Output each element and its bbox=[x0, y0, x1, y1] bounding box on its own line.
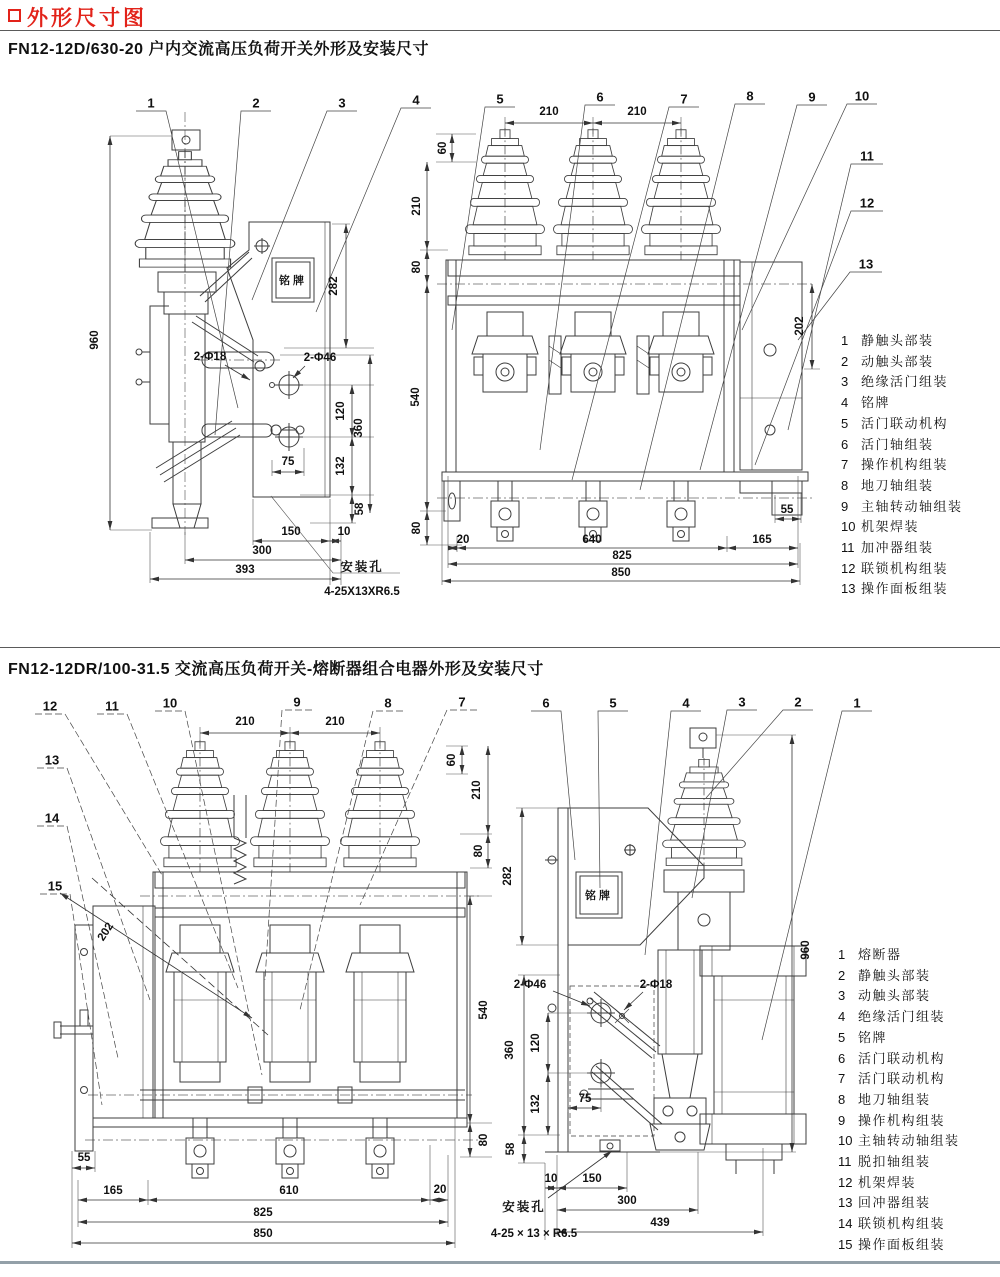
part-name: 加冲器组装 bbox=[861, 540, 934, 556]
parts-list-item bbox=[838, 1111, 960, 1132]
page-title: 外形尺寸图 bbox=[27, 7, 147, 30]
part-number: 8 bbox=[841, 477, 849, 493]
parts-list-item bbox=[841, 352, 963, 373]
part-number: 6 bbox=[841, 436, 849, 452]
parts-list-item bbox=[838, 1007, 960, 1028]
part-number: 2 bbox=[841, 353, 849, 369]
part-name: 机架焊装 bbox=[858, 1174, 917, 1190]
dim-label: 282 bbox=[328, 276, 340, 296]
parts-list-item bbox=[841, 497, 963, 518]
dim-label: 850 bbox=[253, 1228, 273, 1240]
dim-label: 202 bbox=[95, 920, 117, 944]
mount-hole-spec: 4-25X13XR6.5 bbox=[324, 586, 400, 598]
parts-list-item bbox=[841, 414, 963, 435]
part-number: 4 bbox=[838, 1009, 846, 1025]
parts-list-item bbox=[838, 1028, 960, 1049]
parts-list-item bbox=[838, 986, 960, 1007]
parts-list-item bbox=[838, 966, 960, 987]
parts-list-1 bbox=[841, 331, 963, 600]
part-number: 13 bbox=[838, 1195, 853, 1211]
dim-label: 58 bbox=[505, 1142, 517, 1156]
dim-label: 20 bbox=[456, 534, 470, 546]
parts-list-item bbox=[838, 1193, 960, 1214]
callout-number: 10 bbox=[854, 88, 870, 104]
dim-label: 120 bbox=[335, 401, 347, 421]
nameplate-text: 铭牌 bbox=[279, 275, 307, 287]
dim-label: 60 bbox=[437, 141, 449, 155]
dim-label: 150 bbox=[582, 1173, 602, 1185]
part-name: 联锁机构组装 bbox=[861, 560, 949, 576]
dim-label: 2-Φ46 bbox=[513, 979, 547, 991]
callout-number: 2 bbox=[252, 95, 260, 111]
dim-label: 393 bbox=[235, 564, 255, 576]
part-name: 联锁机构组装 bbox=[858, 1216, 946, 1232]
callout-number: 5 bbox=[496, 91, 504, 107]
callout-number: 6 bbox=[596, 89, 604, 105]
part-name: 主轴转动轴组装 bbox=[861, 498, 963, 514]
parts-list-item bbox=[838, 1049, 960, 1070]
callout-number: 11 bbox=[860, 148, 874, 164]
dim-label: 2-Φ18 bbox=[193, 351, 227, 363]
callout-number: 1 bbox=[853, 695, 861, 711]
parts-list-item bbox=[841, 517, 963, 538]
section1-heading: FN12-12D/630-20 户内交流高压负荷开关外形及安装尺寸 bbox=[8, 41, 430, 58]
part-number: 14 bbox=[838, 1216, 853, 1232]
part-name: 动触头部装 bbox=[858, 988, 931, 1004]
mount-hole-spec: 4-25 × 13 × R6.5 bbox=[490, 1228, 578, 1240]
dim-label: 439 bbox=[650, 1217, 670, 1229]
parts-list-item bbox=[841, 579, 963, 600]
dim-label: 55 bbox=[77, 1152, 91, 1164]
dim-label: 210 bbox=[539, 106, 559, 118]
callout-number: 13 bbox=[44, 752, 60, 768]
part-name: 操作机构组装 bbox=[861, 457, 949, 473]
dim-label: 165 bbox=[752, 534, 772, 546]
part-number: 11 bbox=[838, 1154, 852, 1170]
dim-label: 202 bbox=[794, 316, 806, 336]
dim-label: 75 bbox=[578, 1093, 592, 1105]
dim-label: 640 bbox=[582, 534, 602, 546]
dim-label: 10 bbox=[544, 1173, 558, 1185]
part-name: 绝缘活门组装 bbox=[858, 1009, 946, 1025]
part-name: 静触头部装 bbox=[858, 967, 931, 983]
dim-label: 610 bbox=[279, 1185, 299, 1197]
dim-label: 540 bbox=[478, 1000, 490, 1020]
nameplate-text: 铭牌 bbox=[585, 890, 613, 902]
dim-label: 58 bbox=[354, 502, 366, 516]
dimension-lines bbox=[60, 123, 812, 1243]
callout-number: 14 bbox=[44, 810, 60, 826]
dim-label: 300 bbox=[617, 1195, 637, 1207]
dim-label: 360 bbox=[504, 1040, 516, 1060]
part-name: 铭牌 bbox=[861, 395, 891, 411]
callout-number: 12 bbox=[859, 195, 875, 211]
callout-number: 4 bbox=[412, 92, 420, 108]
parts-list-item bbox=[838, 945, 960, 966]
parts-list-item bbox=[841, 372, 963, 393]
parts-list-item bbox=[838, 1152, 960, 1173]
callout-number: 13 bbox=[858, 256, 874, 272]
dim-label: 960 bbox=[89, 330, 101, 350]
part-name: 铭牌 bbox=[858, 1029, 888, 1045]
part-name: 地刀轴组装 bbox=[861, 477, 934, 493]
callout-number: 8 bbox=[746, 88, 754, 104]
callout-number: 9 bbox=[808, 89, 816, 105]
callout-number: 11 bbox=[105, 698, 119, 714]
part-number: 15 bbox=[838, 1236, 853, 1252]
part-number: 1 bbox=[838, 947, 846, 962]
callout-number: 6 bbox=[542, 695, 550, 711]
dim-label: 282 bbox=[502, 866, 514, 886]
dim-label: 210 bbox=[325, 716, 345, 728]
callout-number: 4 bbox=[682, 695, 690, 711]
part-name: 活门联动机构 bbox=[858, 1050, 946, 1066]
dim-label: 210 bbox=[627, 106, 647, 118]
parts-list-item bbox=[838, 1173, 960, 1194]
part-number: 11 bbox=[841, 540, 855, 556]
part-name: 地刀轴组装 bbox=[858, 1091, 931, 1107]
part-number: 12 bbox=[841, 560, 856, 576]
dim-label: 80 bbox=[473, 844, 485, 858]
parts-list-item bbox=[838, 1235, 960, 1256]
parts-list-item bbox=[838, 1131, 960, 1152]
callout-number: 3 bbox=[738, 694, 746, 710]
dim-label: 80 bbox=[411, 521, 423, 535]
part-number: 9 bbox=[838, 1112, 846, 1128]
part-number: 7 bbox=[841, 457, 849, 473]
dim-label: 540 bbox=[410, 387, 422, 407]
dim-label: 825 bbox=[253, 1207, 273, 1219]
callout-number: 9 bbox=[293, 694, 301, 710]
dim-label: 210 bbox=[235, 716, 255, 728]
part-number: 13 bbox=[841, 581, 856, 597]
dim-label: 300 bbox=[252, 545, 272, 557]
callout-number: 1 bbox=[147, 95, 155, 111]
parts-list-2 bbox=[838, 945, 960, 1256]
part-number: 5 bbox=[838, 1029, 846, 1045]
part-name: 熔断器 bbox=[858, 947, 902, 962]
callout-number: 7 bbox=[680, 91, 688, 107]
s2-front-view bbox=[54, 740, 467, 1178]
parts-list-item bbox=[841, 331, 963, 352]
parts-list-item bbox=[841, 393, 963, 414]
dim-label: 2-Φ18 bbox=[639, 979, 673, 991]
parts-list-item bbox=[841, 538, 963, 559]
callout-number: 12 bbox=[42, 698, 58, 714]
dim-label: 120 bbox=[530, 1033, 542, 1053]
parts-list-item bbox=[838, 1214, 960, 1235]
part-number: 10 bbox=[838, 1133, 853, 1149]
part-number: 9 bbox=[841, 498, 849, 514]
part-name: 机架焊装 bbox=[861, 519, 920, 535]
dim-label: 2-Φ46 bbox=[303, 352, 337, 364]
part-name: 操作面板组装 bbox=[861, 581, 949, 597]
dim-label: 75 bbox=[281, 456, 295, 468]
part-number: 10 bbox=[841, 519, 856, 535]
part-name: 回冲器组装 bbox=[858, 1195, 931, 1211]
parts-list-item bbox=[838, 1090, 960, 1111]
s2-side-view bbox=[545, 728, 806, 1174]
part-name: 活门联动机构 bbox=[858, 1071, 946, 1087]
part-number: 1 bbox=[841, 333, 849, 348]
part-number: 2 bbox=[838, 967, 846, 983]
callout-number: 7 bbox=[458, 694, 466, 710]
dim-label: 80 bbox=[478, 1133, 490, 1147]
dim-label: 20 bbox=[433, 1184, 447, 1196]
part-name: 动触头部装 bbox=[861, 353, 934, 369]
mount-hole-label: 安装孔 bbox=[502, 1200, 546, 1214]
parts-list-item bbox=[841, 559, 963, 580]
part-name: 脱扣轴组装 bbox=[858, 1154, 931, 1170]
dim-label: 150 bbox=[281, 526, 301, 538]
dim-label: 210 bbox=[471, 780, 483, 800]
dim-label: 825 bbox=[612, 550, 632, 562]
mount-hole-label: 安装孔 bbox=[340, 560, 384, 574]
dim-label: 850 bbox=[611, 567, 631, 579]
dim-label: 360 bbox=[353, 418, 365, 438]
section2-heading: FN12-12DR/100-31.5 交流高压负荷开关-熔断器组合电器外形及安装尺寸 bbox=[8, 661, 544, 678]
dim-label: 210 bbox=[411, 196, 423, 216]
callout-number: 8 bbox=[384, 695, 392, 711]
dim-label: 165 bbox=[103, 1185, 123, 1197]
parts-list-item bbox=[841, 435, 963, 456]
parts-list-item bbox=[841, 455, 963, 476]
dim-label: 132 bbox=[530, 1094, 542, 1114]
part-name: 活门联动机构 bbox=[861, 415, 949, 431]
dim-label: 132 bbox=[335, 456, 347, 476]
part-name: 操作机构组装 bbox=[858, 1112, 946, 1128]
callout-leaders bbox=[35, 104, 883, 1105]
part-number: 3 bbox=[838, 988, 846, 1004]
s1-side-view bbox=[135, 130, 330, 528]
part-name: 操作面板组装 bbox=[858, 1236, 946, 1252]
part-name: 活门轴组装 bbox=[861, 436, 934, 452]
callout-number: 5 bbox=[609, 695, 617, 711]
part-number: 6 bbox=[838, 1050, 846, 1066]
dim-label: 55 bbox=[780, 504, 794, 516]
callout-number: 10 bbox=[162, 695, 178, 711]
s1-front-view bbox=[442, 128, 808, 541]
part-name: 绝缘活门组装 bbox=[861, 374, 949, 390]
callout-number: 2 bbox=[794, 694, 802, 710]
part-number: 8 bbox=[838, 1091, 846, 1107]
part-number: 5 bbox=[841, 415, 849, 431]
part-number: 12 bbox=[838, 1174, 853, 1190]
part-number: 3 bbox=[841, 374, 849, 390]
dim-label: 80 bbox=[411, 260, 423, 274]
centerlines bbox=[85, 112, 815, 1140]
parts-list-item bbox=[841, 476, 963, 497]
dim-label: 60 bbox=[446, 753, 458, 767]
part-number: 7 bbox=[838, 1071, 846, 1087]
parts-list-item bbox=[838, 1069, 960, 1090]
callout-number: 3 bbox=[338, 95, 346, 111]
part-name: 主轴转动轴组装 bbox=[858, 1133, 960, 1149]
dim-label: 960 bbox=[800, 940, 812, 960]
part-number: 4 bbox=[841, 395, 849, 411]
part-name: 静触头部装 bbox=[861, 333, 934, 348]
callout-number: 15 bbox=[47, 878, 63, 894]
dim-label: 10 bbox=[337, 526, 351, 538]
